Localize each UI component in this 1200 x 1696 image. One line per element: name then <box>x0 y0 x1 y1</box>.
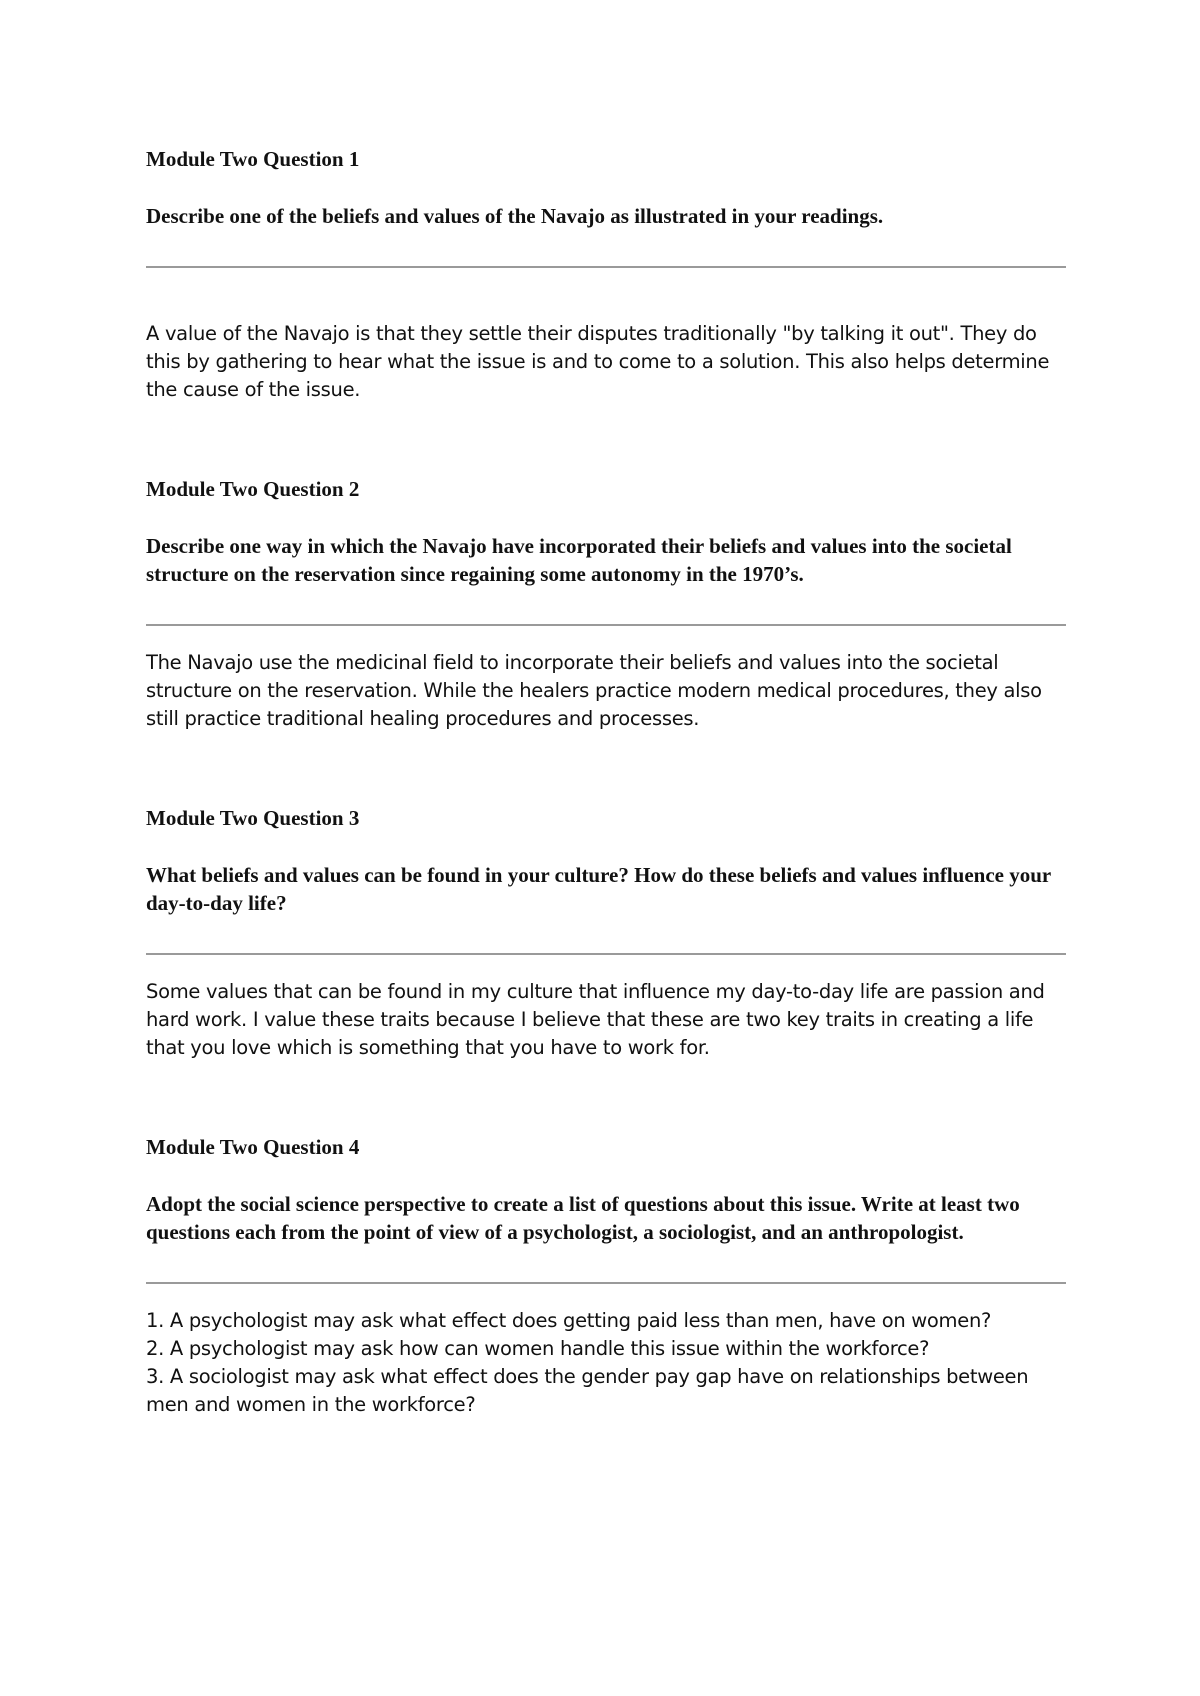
question-prompt: Describe one of the beliefs and values of the Navajo as illustrated in your readings. <box>146 204 884 228</box>
question-section-2 <box>146 475 1066 733</box>
question-section-3 <box>146 804 1066 1062</box>
module-title: Module Two Question 2 <box>146 477 360 501</box>
list-item: 2. A psychologist may ask how can women handle this issue within the workforce? <box>146 1337 930 1360</box>
module-title: Module Two Question 3 <box>146 806 360 830</box>
question-section-4 <box>146 1133 1066 1419</box>
divider-line <box>146 266 1066 268</box>
module-title: Module Two Question 1 <box>146 147 360 171</box>
list-item: 1. A psychologist may ask what effect does getting paid less than men, have on women? <box>146 1309 992 1332</box>
question-prompt: Describe one way in which the Navajo have incorporated their beliefs and values into the societal structure on the reservation since regaining some autonomy in the 1970’s. <box>146 534 1012 586</box>
question-prompt: Adopt the social science perspective to create a list of questions about this issue. Write at least two questions each from the point of view of a psychologist, a sociologist, and an anthropologist. <box>146 1192 1020 1244</box>
module-title: Module Two Question 4 <box>146 1135 360 1159</box>
document-page <box>146 145 1066 1419</box>
divider-line <box>146 953 1066 955</box>
question-prompt: What beliefs and values can be found in your culture? How do these beliefs and values influence your day-to-day life? <box>146 863 1051 915</box>
answer-text: The Navajo use the medicinal field to incorporate their beliefs and values into the societal structure on the reservation. While the healers practice modern medical procedures, they also still practice traditional healing procedures and processes. <box>146 651 1042 730</box>
answer-text: A value of the Navajo is that they settle their disputes traditionally "by talking it out". They do this by gathering to hear what the issue is and to come to a solution. This also helps determine the cause of the issue. <box>146 322 1050 401</box>
list-item: 3. A sociologist may ask what effect does the gender pay gap have on relationships between men and women in the workforce? <box>146 1365 1029 1416</box>
answer-text: Some values that can be found in my culture that influence my day-to-day life are passion and hard work. I value these traits because I believe that these are two key traits in creating a life that you love which is something that you have to work for. <box>146 980 1045 1059</box>
divider-line <box>146 1282 1066 1284</box>
answer-list <box>146 1307 1066 1419</box>
question-section-1 <box>146 145 1066 404</box>
divider-line <box>146 624 1066 626</box>
